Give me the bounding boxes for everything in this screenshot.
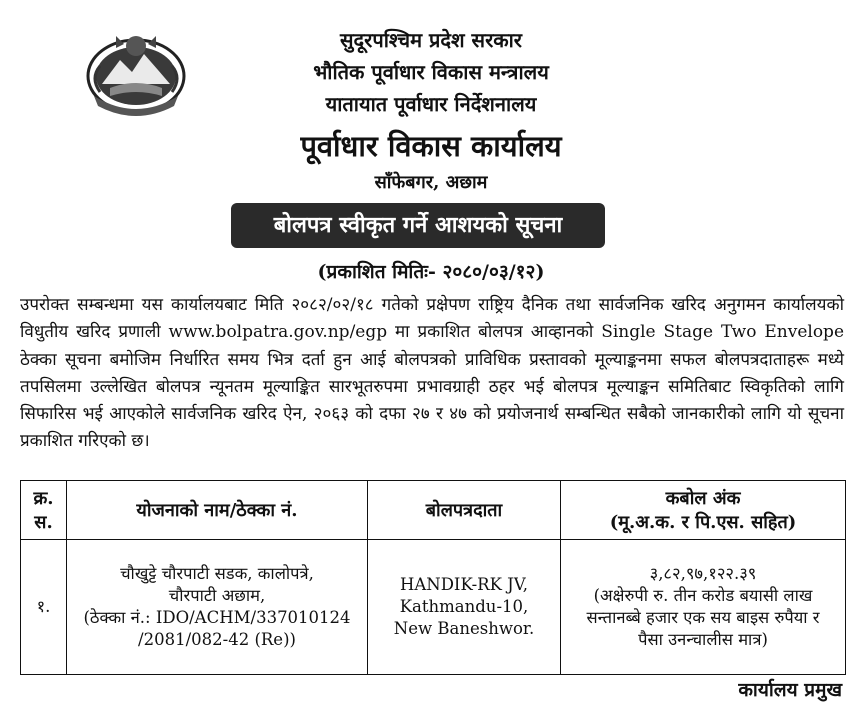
table-row: [21, 540, 846, 675]
table-header-row: [21, 481, 846, 540]
cell-bidder: [368, 540, 561, 675]
signature-office-chief: कार्यालय प्रमुख: [738, 679, 842, 701]
contract-number-part1: (ठेक्का नं.: IDO/ACHM/337010124: [83, 608, 351, 627]
col-header-project: योजनाको नाम/ठेक्का नं.: [67, 481, 368, 540]
notice-title-banner: बोलपत्र स्वीकृत गर्ने आशयको सूचना: [231, 203, 605, 248]
bid-amount: ३,८२,९७,१२२.३९: [649, 564, 757, 583]
amount-words-2: सन्तानब्बे हजार एक सय बाइस रुपैया र: [586, 608, 820, 627]
notice-body: उपरोक्त सम्बन्धमा यस कार्यालयबाट मिति २०८२/०२/१८ गतेको प्रक्षेपण राष्ट्रिय दैनिक तथा सार्वजनिक खरिद अनुगमन कार्यालयको विधुतीय खरिद प्रणाली www.bolpatra.gov.np/egp मा प्रकाशित बोलपत्र आव्हानको Single Stage Two Envelope ठेक्का सूचना बमोजिम निर्धारित समय भित्र दर्ता हुन आई बोलपत्रको प्राविधिक प्रस्तावको मूल्याङ्कनमा सफल बोलपत्रदाताहरू मध्ये तपसिलमा उल्लेखित बोलपत्र न्यूनतम मूल्याङ्कित सारभूतरुपमा प्रभावग्राही ठहर भई बोलपत्र मूल्याङ्कन समितिबाट स्विकृतिको लागि सिफारिस भई आएकोले सार्वजनिक खरिद ऐन, २०६३ को दफा २७ र ४७ को प्रयोजनार्थ सम्बन्धित सबैको जानकारीको लागि यो सूचना प्रकाशित गरिएको छ।: [20, 295, 844, 452]
col-header-amount-line2: (मू.अ.क. र पि.एस. सहित): [609, 512, 797, 533]
header-directorate: यातायात पूर्वाधार निर्देशनालय: [325, 92, 537, 116]
header-province: सुदूरपश्चिम प्रदेश सरकार: [340, 28, 522, 52]
col-header-amount: [561, 481, 846, 540]
bidder-city: Kathmandu-10,: [399, 597, 529, 616]
bidder-area: New Baneshwor.: [393, 619, 535, 638]
bidder-name: HANDIK-RK JV,: [399, 575, 529, 594]
contract-number-part2: /2081/082-42 (Re)): [138, 630, 296, 649]
amount-words-1: (अक्षेरुपी रु. तीन करोड बयासी लाख: [593, 586, 813, 605]
published-date: (प्रकाशित मितिः- २०८०/०३/१२): [317, 261, 545, 283]
cell-amount: [561, 540, 846, 675]
col-header-bidder: बोलपत्रदाता: [368, 481, 561, 540]
header-office: पूर्वाधार विकास कार्यालय: [300, 129, 562, 163]
amount-words-3: पैसा उनन्चालीस मात्र): [638, 630, 768, 649]
header-ministry: भौतिक पूर्वाधार विकास मन्त्रालय: [313, 60, 549, 84]
tender-table: [20, 480, 846, 675]
header-location: साँफेबगर, अछाम: [374, 172, 488, 193]
col-header-sn: क्र. स.: [21, 481, 67, 540]
project-name: चौखुट्टे चौरपाटी सडक, कालोपत्रे,: [120, 564, 314, 583]
cell-project: [67, 540, 368, 675]
col-header-amount-line1: कबोल अंक: [665, 488, 741, 509]
cell-sn: १.: [21, 540, 67, 675]
project-place: चौरपाटी अछाम,: [168, 586, 266, 605]
